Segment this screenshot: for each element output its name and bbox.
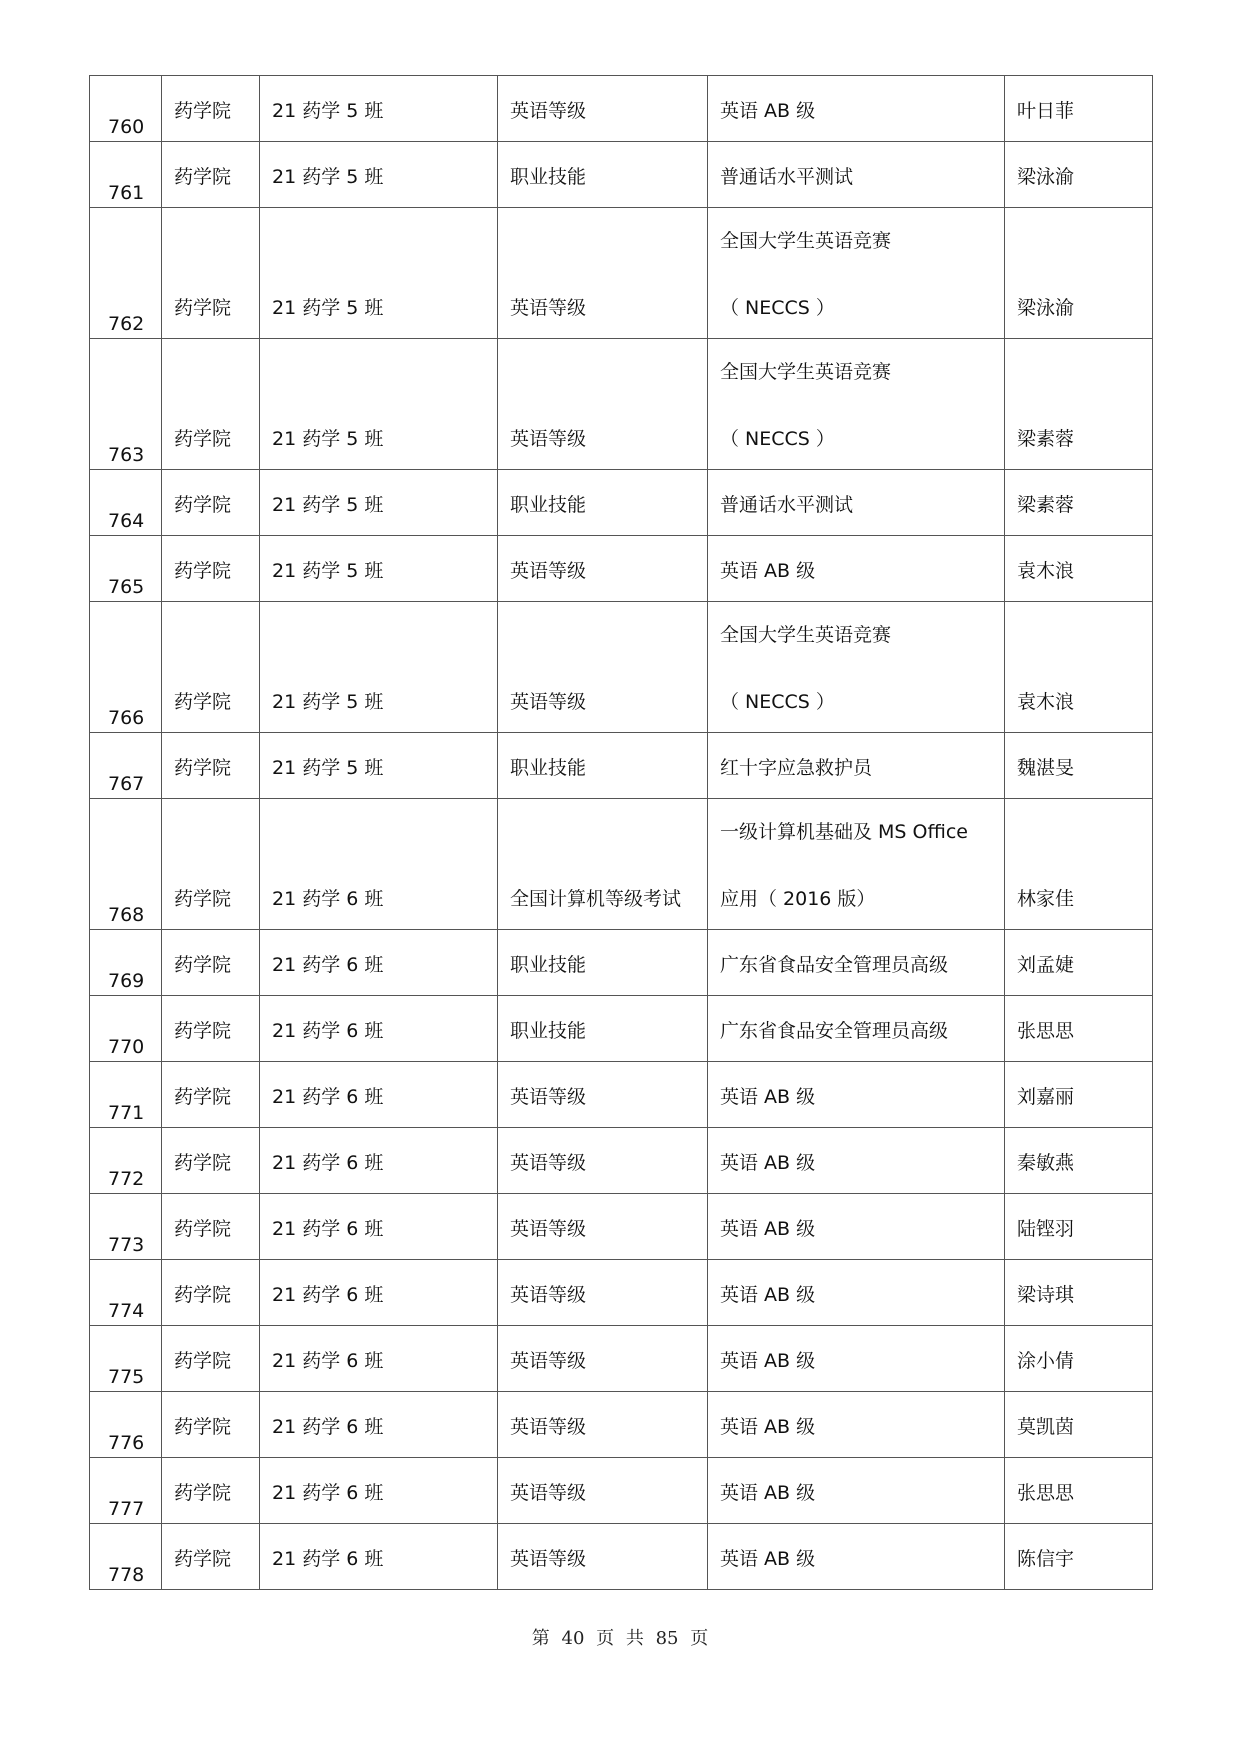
class-cell [260,602,498,733]
category-cell [498,536,708,602]
table-row [90,1326,1153,1392]
class-name: 21 药学 6 班 [272,1548,384,1570]
student-name-cell [1005,536,1153,602]
item: 英语 AB 级 [720,1086,816,1108]
table-row [90,536,1153,602]
class-name: 21 药学 6 班 [272,1416,384,1438]
class-name: 21 药学 5 班 [272,757,384,779]
student-name: 秦敏燕 [1017,1152,1075,1174]
serial-number: 776 [108,1432,145,1454]
student-name-cell [1005,1524,1153,1590]
student-name: 涂小倩 [1017,1350,1075,1372]
serial-number: 762 [108,313,145,335]
student-name-cell [1005,1194,1153,1260]
serial-number: 773 [108,1234,145,1256]
college: 药学院 [174,1152,232,1174]
student-name-cell [1005,602,1153,733]
table-row [90,208,1153,339]
student-name-cell [1005,1392,1153,1458]
college-cell [162,996,260,1062]
class-name: 21 药学 6 班 [272,1020,384,1042]
table-row [90,142,1153,208]
category: 职业技能 [510,1020,587,1042]
college: 药学院 [174,691,232,713]
college-cell [162,1326,260,1392]
table-row [90,1260,1153,1326]
item-line-2: （ NECCS ） [720,428,835,450]
category: 英语等级 [510,297,587,319]
student-name-cell [1005,76,1153,142]
item: 广东省食品安全管理员高级 [720,1020,949,1042]
class-name: 21 药学 6 班 [272,1284,384,1306]
student-name-cell [1005,733,1153,799]
student-name-cell [1005,930,1153,996]
class-name: 21 药学 6 班 [272,954,384,976]
class-cell [260,1458,498,1524]
category-cell [498,930,708,996]
student-name: 刘孟婕 [1017,954,1075,976]
serial-number-cell [90,142,162,208]
college-cell [162,1194,260,1260]
category: 英语等级 [510,1218,587,1240]
class-cell [260,1194,498,1260]
table-row [90,1128,1153,1194]
student-name: 梁泳渝 [1017,166,1075,188]
item-cell [708,470,1005,536]
student-name: 梁素蓉 [1017,428,1075,450]
serial-number-cell [90,1260,162,1326]
category-cell [498,1524,708,1590]
serial-number: 760 [108,116,145,138]
serial-number: 772 [108,1168,145,1190]
item-line-1: 一级计算机基础及 MS Office [720,821,968,843]
item-cell [708,733,1005,799]
category-cell [498,208,708,339]
serial-number: 768 [108,904,145,926]
class-cell [260,208,498,339]
item-cell [708,1392,1005,1458]
item: 英语 AB 级 [720,1350,816,1372]
college: 药学院 [174,1284,232,1306]
serial-number-cell [90,470,162,536]
item: 英语 AB 级 [720,1152,816,1174]
category: 职业技能 [510,954,587,976]
category: 职业技能 [510,757,587,779]
certificate-table [89,75,1153,1590]
student-name: 袁木浪 [1017,560,1075,582]
table-row [90,1392,1153,1458]
class-cell [260,1326,498,1392]
student-name: 莫凯茵 [1017,1416,1075,1438]
table-row [90,76,1153,142]
college-cell [162,1128,260,1194]
table-row [90,799,1153,930]
college: 药学院 [174,1218,232,1240]
table-row [90,602,1153,733]
class-cell [260,996,498,1062]
student-name-cell [1005,470,1153,536]
item-cell [708,799,1005,930]
serial-number: 765 [108,576,145,598]
college-cell [162,1260,260,1326]
item-cell [708,1128,1005,1194]
college: 药学院 [174,1350,232,1372]
table-body [90,76,1153,1590]
category: 英语等级 [510,1548,587,1570]
category-cell [498,76,708,142]
college-cell [162,1392,260,1458]
serial-number: 767 [108,773,145,795]
class-name: 21 药学 5 班 [272,100,384,122]
serial-number: 777 [108,1498,145,1520]
item-cell [708,1326,1005,1392]
college: 药学院 [174,560,232,582]
college-cell [162,208,260,339]
student-name-cell [1005,1458,1153,1524]
serial-number: 778 [108,1564,145,1586]
category: 全国计算机等级考试 [510,888,682,910]
table-row [90,1062,1153,1128]
student-name: 陈信宇 [1017,1548,1075,1570]
item: 英语 AB 级 [720,560,816,582]
table-row [90,339,1153,470]
serial-number-cell [90,1326,162,1392]
item-cell [708,1524,1005,1590]
student-name: 袁木浪 [1017,691,1075,713]
serial-number-cell [90,1128,162,1194]
serial-number-cell [90,799,162,930]
class-name: 21 药学 6 班 [272,1482,384,1504]
college: 药学院 [174,166,232,188]
category: 英语等级 [510,1086,587,1108]
item-line-1: 全国大学生英语竞赛 [720,361,892,383]
student-name: 梁素蓉 [1017,494,1075,516]
college: 药学院 [174,297,232,319]
college: 药学院 [174,1482,232,1504]
serial-number-cell [90,76,162,142]
serial-number-cell [90,536,162,602]
item-cell [708,1458,1005,1524]
table-row [90,733,1153,799]
item-line-2: （ NECCS ） [720,691,835,713]
category-cell [498,1392,708,1458]
category: 英语等级 [510,1416,587,1438]
class-cell [260,536,498,602]
college-cell [162,470,260,536]
class-name: 21 药学 5 班 [272,428,384,450]
class-cell [260,930,498,996]
category-cell [498,339,708,470]
serial-number-cell [90,339,162,470]
table-row [90,1458,1153,1524]
item-cell [708,996,1005,1062]
serial-number: 774 [108,1300,145,1322]
class-name: 21 药学 5 班 [272,691,384,713]
category-cell [498,1062,708,1128]
class-name: 21 药学 5 班 [272,297,384,319]
college: 药学院 [174,954,232,976]
serial-number-cell [90,1194,162,1260]
class-cell [260,1392,498,1458]
student-name-cell [1005,799,1153,930]
college: 药学院 [174,1416,232,1438]
college-cell [162,536,260,602]
page-number: 第 40 页 共 85 页 [531,1628,709,1649]
serial-number: 764 [108,510,145,532]
table-row [90,1524,1153,1590]
class-name: 21 药学 6 班 [272,1152,384,1174]
category: 职业技能 [510,166,587,188]
item: 英语 AB 级 [720,1284,816,1306]
item: 英语 AB 级 [720,1482,816,1504]
item-line-2: （ NECCS ） [720,297,835,319]
category: 英语等级 [510,1284,587,1306]
item-cell [708,1062,1005,1128]
college: 药学院 [174,100,232,122]
student-name-cell [1005,339,1153,470]
category: 英语等级 [510,1482,587,1504]
category-cell [498,996,708,1062]
college-cell [162,1524,260,1590]
item-cell [708,930,1005,996]
category-cell [498,142,708,208]
category: 英语等级 [510,560,587,582]
class-cell [260,76,498,142]
student-name-cell [1005,1062,1153,1128]
item-cell [708,142,1005,208]
college: 药学院 [174,888,232,910]
college: 药学院 [174,1020,232,1042]
college-cell [162,1458,260,1524]
serial-number-cell [90,930,162,996]
student-name-cell [1005,1260,1153,1326]
serial-number-cell [90,1062,162,1128]
serial-number: 763 [108,444,145,466]
item-cell [708,536,1005,602]
category-cell [498,470,708,536]
category-cell [498,1326,708,1392]
item: 英语 AB 级 [720,1548,816,1570]
category-cell [498,1128,708,1194]
category: 英语等级 [510,428,587,450]
class-cell [260,799,498,930]
student-name: 陆铿羽 [1017,1218,1075,1240]
serial-number-cell [90,602,162,733]
category: 英语等级 [510,1350,587,1372]
serial-number: 769 [108,970,145,992]
item-cell [708,339,1005,470]
item: 广东省食品安全管理员高级 [720,954,949,976]
college-cell [162,733,260,799]
college-cell [162,930,260,996]
item: 英语 AB 级 [720,1218,816,1240]
college-cell [162,602,260,733]
student-name-cell [1005,1326,1153,1392]
class-cell [260,1128,498,1194]
item: 红十字应急救护员 [720,757,873,779]
student-name-cell [1005,208,1153,339]
item-line-1: 全国大学生英语竞赛 [720,230,892,252]
student-name-cell [1005,996,1153,1062]
class-cell [260,1524,498,1590]
category-cell [498,1260,708,1326]
college-cell [162,339,260,470]
serial-number-cell [90,733,162,799]
item-line-1: 全国大学生英语竞赛 [720,624,892,646]
item-cell [708,208,1005,339]
table-row [90,1194,1153,1260]
category: 英语等级 [510,691,587,713]
class-cell [260,733,498,799]
category: 职业技能 [510,494,587,516]
table-row [90,930,1153,996]
college: 药学院 [174,757,232,779]
college-cell [162,1062,260,1128]
item-cell [708,602,1005,733]
college-cell [162,799,260,930]
college-cell [162,142,260,208]
category-cell [498,602,708,733]
student-name-cell [1005,142,1153,208]
class-name: 21 药学 6 班 [272,1086,384,1108]
class-name: 21 药学 5 班 [272,560,384,582]
item: 普通话水平测试 [720,166,854,188]
table-row [90,996,1153,1062]
student-name: 魏湛旻 [1017,757,1075,779]
class-cell [260,339,498,470]
item-cell [708,1260,1005,1326]
class-cell [260,1260,498,1326]
category-cell [498,733,708,799]
category: 英语等级 [510,100,587,122]
serial-number: 770 [108,1036,145,1058]
item-cell [708,1194,1005,1260]
college: 药学院 [174,1086,232,1108]
student-name: 叶日菲 [1017,100,1075,122]
serial-number-cell [90,208,162,339]
serial-number: 775 [108,1366,145,1388]
item-cell [708,76,1005,142]
serial-number-cell [90,996,162,1062]
serial-number: 771 [108,1102,145,1124]
class-name: 21 药学 6 班 [272,888,384,910]
student-name-cell [1005,1128,1153,1194]
category-cell [498,799,708,930]
serial-number: 766 [108,707,145,729]
college: 药学院 [174,428,232,450]
student-name: 张思思 [1017,1482,1075,1504]
serial-number-cell [90,1458,162,1524]
category: 英语等级 [510,1152,587,1174]
item: 英语 AB 级 [720,1416,816,1438]
student-name: 林家佳 [1017,888,1075,910]
class-cell [260,1062,498,1128]
category-cell [498,1458,708,1524]
table-row [90,470,1153,536]
student-name: 梁诗琪 [1017,1284,1075,1306]
class-cell [260,470,498,536]
serial-number: 761 [108,182,145,204]
college: 药学院 [174,1548,232,1570]
college-cell [162,76,260,142]
class-name: 21 药学 6 班 [272,1350,384,1372]
class-name: 21 药学 6 班 [272,1218,384,1240]
serial-number-cell [90,1524,162,1590]
item-line-2: 应用（ 2016 版） [720,888,876,910]
item: 英语 AB 级 [720,100,816,122]
college: 药学院 [174,494,232,516]
class-name: 21 药学 5 班 [272,494,384,516]
item: 普通话水平测试 [720,494,854,516]
category-cell [498,1194,708,1260]
student-name: 梁泳渝 [1017,297,1075,319]
student-name: 刘嘉丽 [1017,1086,1075,1108]
class-cell [260,142,498,208]
student-name: 张思思 [1017,1020,1075,1042]
serial-number-cell [90,1392,162,1458]
class-name: 21 药学 5 班 [272,166,384,188]
